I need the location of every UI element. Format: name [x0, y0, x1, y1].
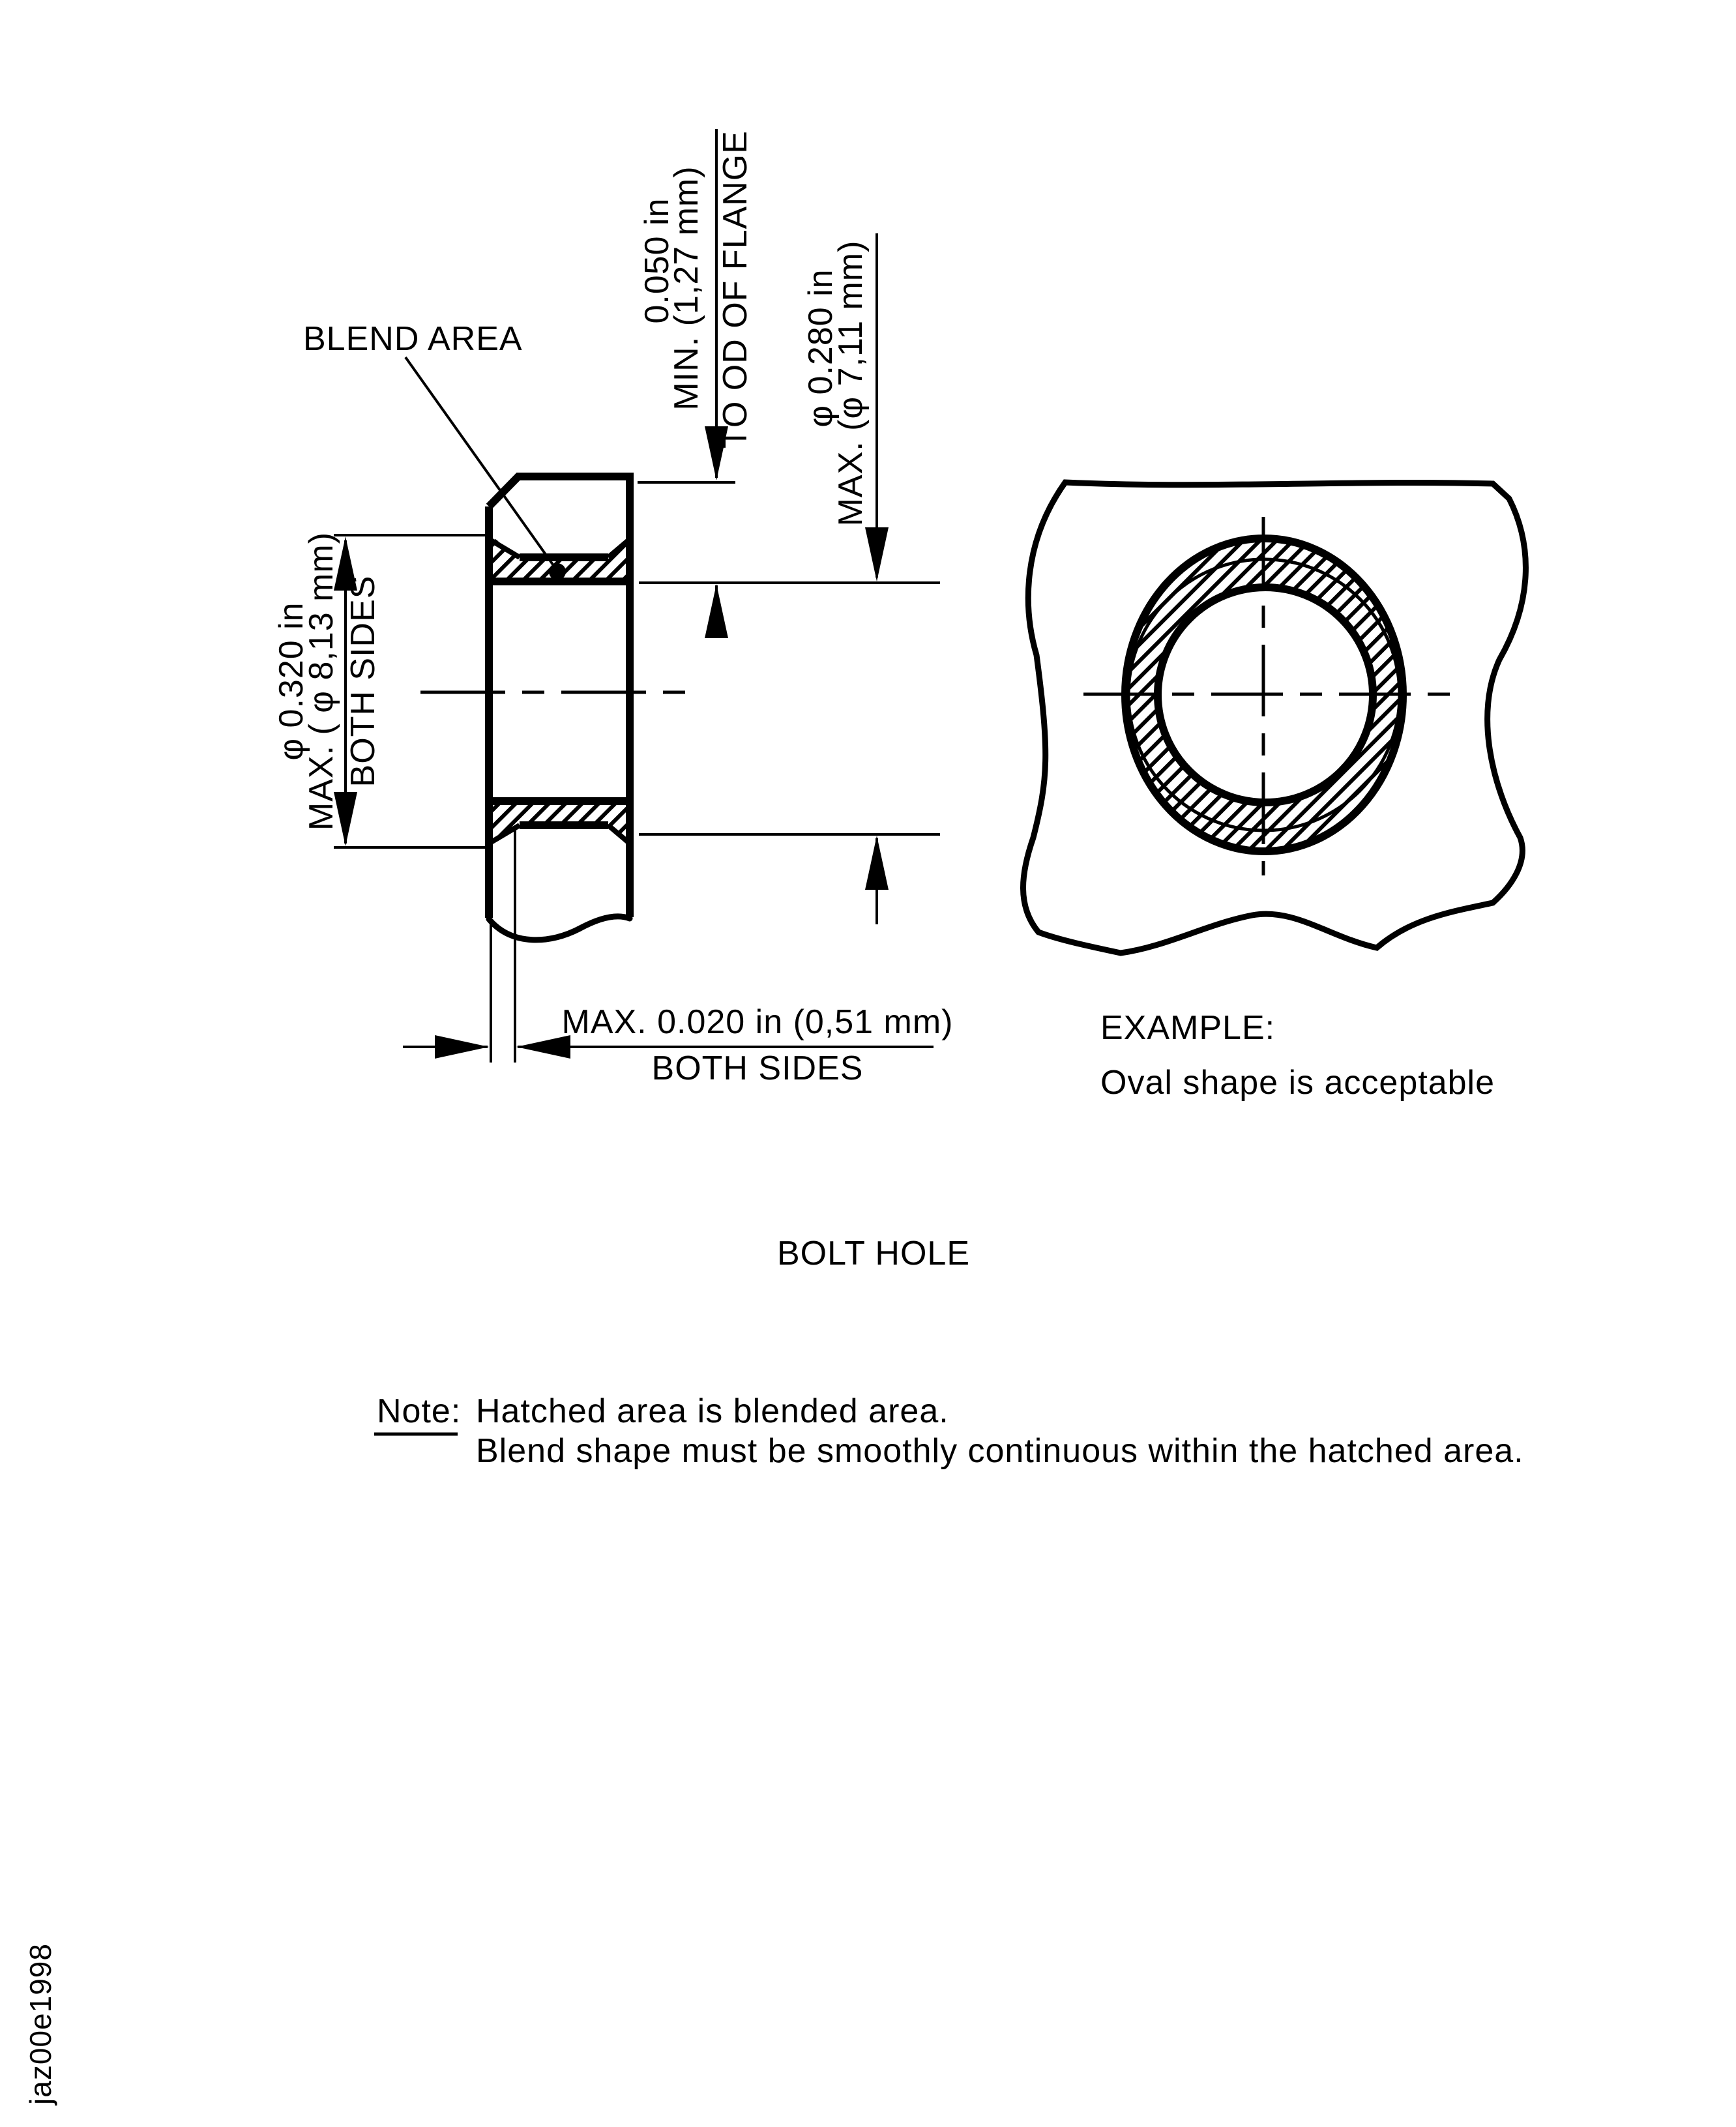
blend-od-qualifier: MAX. ( φ 8,13 mm) — [302, 531, 340, 831]
depth-value: MAX. 0.020 in (0,51 mm) — [561, 1003, 954, 1041]
flange-offset-qualifier: MIN. (1,27 mm) — [668, 166, 705, 411]
hole-dia-value: φ 0.280 in — [802, 269, 840, 428]
example-caption — [1100, 1009, 1495, 1102]
section-view — [420, 477, 690, 940]
note-line1: Hatched area is blended area. — [476, 1392, 949, 1430]
note-block — [374, 1392, 1524, 1470]
hole-dia-qualifier: MAX. (φ 7,11 mm) — [832, 240, 870, 527]
hole-dia-arrow-up — [865, 836, 889, 890]
break-line — [489, 917, 630, 940]
blend-od-scope: BOTH SIDES — [344, 575, 382, 787]
drawing-caption: BOLT HOLE — [776, 1235, 971, 1272]
dimension-flange-offset — [638, 129, 754, 638]
note-line2: Blend shape must be smoothly continuous within the hatched area. — [476, 1432, 1524, 1470]
flange-offset-arrow-up — [705, 584, 728, 638]
blend-od-value: φ 0.320 in — [272, 602, 310, 761]
document-id: jaz00e1998 — [23, 1943, 57, 2105]
front-view — [1023, 482, 1525, 953]
example-title: EXAMPLE: — [1100, 1009, 1276, 1047]
depth-scope: BOTH SIDES — [651, 1049, 864, 1087]
flange-outline — [489, 477, 630, 917]
depth-arrow-right — [435, 1035, 489, 1059]
blend-area-leader-dot — [549, 563, 566, 580]
blend-area-label: BLEND AREA — [303, 320, 523, 358]
note-label: Note: — [377, 1392, 462, 1430]
blend-area-leader-line — [405, 357, 556, 569]
flange-offset-reference: TO OD OF FLANGE — [716, 130, 754, 448]
example-text: Oval shape is acceptable — [1100, 1064, 1495, 1102]
flange-offset-value: 0.050 in — [638, 198, 676, 324]
hole-dia-arrow-down — [865, 527, 889, 581]
dimension-blend-od — [272, 532, 486, 847]
blend-area-callout — [303, 320, 566, 580]
